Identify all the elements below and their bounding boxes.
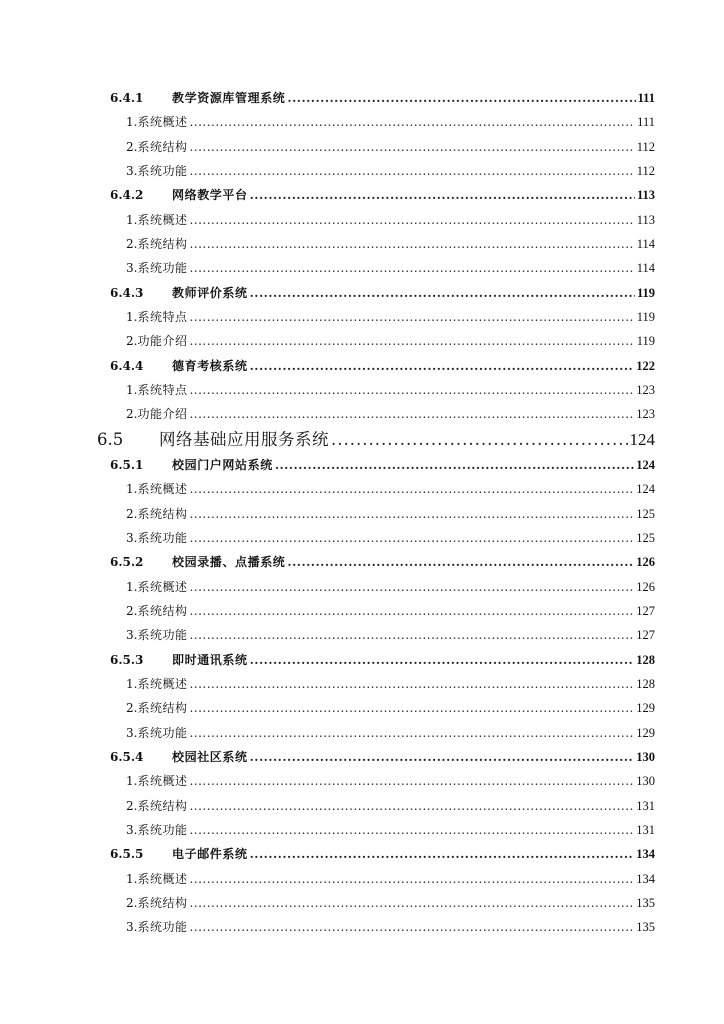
- toc-entry-number: 1.: [126, 676, 138, 691]
- toc-entry-h3[interactable]: [0, 183, 724, 207]
- toc-entry-title: 校园社区系统: [172, 749, 248, 764]
- toc-entry-page-number: 113: [636, 188, 655, 203]
- toc-entry-h3[interactable]: [0, 354, 724, 378]
- toc-dot-leader: [189, 623, 634, 647]
- toc-entry-page-number: 125: [636, 530, 655, 545]
- toc-entry-h3[interactable]: [0, 745, 724, 769]
- toc-entry-h3[interactable]: [0, 550, 724, 574]
- toc-entry-number: 2.: [126, 798, 138, 813]
- toc-dot-leader: [250, 183, 635, 207]
- toc-entry-title: 校园门户网站系统: [172, 457, 273, 472]
- toc-entry-h4[interactable]: [0, 696, 724, 720]
- toc-entry-h2[interactable]: [0, 427, 724, 453]
- toc-entry-number: 1.: [126, 482, 138, 497]
- toc-entry-title: 系统概述: [137, 482, 188, 497]
- toc-entry-title: 系统结构: [137, 139, 188, 154]
- toc-dot-leader: [331, 427, 628, 453]
- toc-entry-h3[interactable]: [0, 86, 724, 110]
- toc-entry-title: 系统结构: [137, 798, 188, 813]
- toc-entry-title: 系统结构: [137, 506, 188, 521]
- toc-entry-h4[interactable]: [0, 915, 724, 939]
- toc-dot-leader: [189, 575, 634, 599]
- toc-entry-page-number: 111: [637, 115, 655, 130]
- toc-dot-leader: [189, 378, 634, 402]
- toc-dot-leader: [275, 453, 634, 477]
- toc-dot-leader: [189, 232, 634, 256]
- toc-entry-number: 3.: [126, 530, 138, 545]
- toc-entry-page-number: 112: [636, 139, 655, 154]
- toc-entry-title: 系统结构: [137, 896, 188, 910]
- toc-entry-title: 系统功能: [137, 920, 188, 935]
- toc-entry-title: 系统特点: [137, 383, 188, 398]
- toc-entry-title: 系统功能: [137, 261, 188, 276]
- toc-entry-h4[interactable]: [0, 135, 724, 159]
- toc-entry-number: 6.4.4: [110, 358, 144, 373]
- toc-dot-leader: [189, 329, 634, 353]
- toc-entry-title: 系统功能: [137, 530, 188, 545]
- toc-entry-page-number: 129: [636, 725, 655, 740]
- toc-dot-leader: [189, 599, 634, 623]
- toc-entry-title: 系统功能: [137, 822, 188, 837]
- toc-entry-page-number: 135: [636, 896, 655, 910]
- toc-entry-page-number: 130: [636, 774, 655, 789]
- toc-entry-title: 系统功能: [137, 628, 188, 643]
- toc-dot-leader: [189, 135, 634, 159]
- toc-entry-h3[interactable]: [0, 648, 724, 672]
- toc-entry-title: 网络基础应用服务系统: [159, 429, 329, 449]
- toc-entry-number: 2.: [126, 237, 138, 252]
- toc-entry-h4[interactable]: [0, 232, 724, 256]
- toc-dot-leader: [189, 159, 634, 183]
- toc-entry-page-number: 128: [636, 652, 655, 667]
- toc-entry-number: 2.: [126, 139, 138, 154]
- toc-entry-number: 2.: [126, 603, 138, 618]
- toc-dot-leader: [189, 891, 634, 915]
- toc-entry-number: 6.4.1: [110, 91, 144, 105]
- toc-entry-title: 网络教学平台: [172, 188, 248, 203]
- toc-entry-title: 教学资源库管理系统: [172, 91, 286, 105]
- toc-entry-h4[interactable]: [0, 502, 724, 526]
- toc-entry-number: 3.: [126, 725, 138, 740]
- toc-entry-number: 1.: [126, 579, 138, 594]
- toc-entry-page-number: 123: [636, 407, 655, 422]
- toc-entry-number: 1.: [126, 383, 138, 398]
- toc-entry-page-number: 130: [636, 749, 655, 764]
- toc-entry-h4[interactable]: [0, 794, 724, 818]
- toc-dot-leader: [250, 648, 635, 672]
- toc-dot-leader: [250, 745, 635, 769]
- toc-entry-number: 3.: [126, 261, 138, 276]
- toc-dot-leader: [189, 110, 635, 134]
- toc-entry-h4[interactable]: [0, 672, 724, 696]
- toc-entry-number: 3.: [126, 164, 138, 179]
- toc-dot-leader: [287, 86, 635, 110]
- toc-entry-title: 系统概述: [137, 212, 188, 227]
- toc-dot-leader: [250, 354, 635, 378]
- toc-entry-page-number: 131: [636, 798, 655, 813]
- toc-dot-leader: [189, 672, 634, 696]
- toc-entry-number: 3.: [126, 920, 138, 935]
- toc-entry-number: 2.: [126, 506, 138, 521]
- toc-entry-title: 系统功能: [137, 725, 188, 740]
- toc-entry-number: 1.: [126, 310, 138, 325]
- toc-entry-page-number: 122: [636, 358, 655, 373]
- toc-entry-page-number: 131: [636, 822, 655, 837]
- toc-dot-leader: [189, 477, 634, 501]
- toc-dot-leader: [189, 526, 634, 550]
- toc-entry-title: 系统概述: [137, 579, 188, 594]
- toc-dot-leader: [189, 915, 634, 939]
- toc-entry-page-number: 134: [636, 871, 655, 886]
- toc-entry-h4[interactable]: [0, 378, 724, 402]
- toc-entry-page-number: 113: [636, 212, 655, 227]
- toc-entry-page-number: 124: [636, 457, 655, 472]
- toc-dot-leader: [189, 256, 634, 280]
- toc-entry-title: 系统概述: [137, 871, 188, 886]
- toc-entry-number: 2.: [126, 334, 138, 349]
- toc-dot-leader: [250, 842, 635, 866]
- toc-entry-page-number: 134: [636, 847, 655, 862]
- toc-entry-h4[interactable]: [0, 867, 724, 891]
- toc-dot-leader: [189, 502, 634, 526]
- toc-dot-leader: [250, 281, 635, 305]
- toc-entry-h3[interactable]: [0, 281, 724, 305]
- toc-entry-number: 3.: [126, 822, 138, 837]
- toc-entry-number: 1.: [126, 774, 138, 789]
- toc-dot-leader: [189, 721, 634, 745]
- toc-entry-page-number: 126: [636, 555, 655, 570]
- toc-entry-page-number: 111: [637, 91, 655, 105]
- toc-entry-page-number: 127: [636, 628, 655, 643]
- toc-entry-title: 系统概述: [137, 774, 188, 789]
- toc-entry-title: 功能介绍: [137, 407, 188, 422]
- toc-dot-leader: [189, 867, 634, 891]
- toc-entry-h4[interactable]: [0, 575, 724, 599]
- toc-entry-title: 系统特点: [137, 310, 188, 325]
- table-of-contents: [0, 86, 724, 940]
- toc-entry-number: 2.: [126, 701, 138, 716]
- toc-entry-h4[interactable]: [0, 159, 724, 183]
- toc-entry-page-number: 124: [636, 482, 655, 497]
- toc-dot-leader: [189, 402, 634, 426]
- toc-entry-number: 6.4.3: [110, 285, 144, 300]
- toc-entry-title: 系统概述: [137, 115, 188, 130]
- toc-entry-number: 6.5.2: [110, 555, 144, 570]
- toc-dot-leader: [189, 696, 634, 720]
- toc-entry-title: 系统结构: [137, 701, 188, 716]
- toc-entry-page-number: 114: [636, 261, 655, 276]
- toc-entry-number: 6.5.4: [110, 749, 144, 764]
- toc-entry-number: 3.: [126, 628, 138, 643]
- toc-dot-leader: [189, 305, 634, 329]
- toc-entry-number: 6.5: [97, 429, 124, 449]
- toc-entry-number: 1.: [126, 871, 138, 886]
- toc-entry-page-number: 114: [636, 237, 655, 252]
- toc-entry-h3[interactable]: [0, 453, 724, 477]
- toc-entry-h4[interactable]: [0, 110, 724, 134]
- toc-entry-title: 教师评价系统: [172, 285, 248, 300]
- toc-entry-h4[interactable]: [0, 208, 724, 232]
- toc-entry-page-number: 119: [636, 310, 655, 325]
- toc-entry-number: 2.: [126, 407, 138, 422]
- toc-entry-h4[interactable]: [0, 891, 724, 915]
- toc-entry-number: 2.: [126, 896, 138, 910]
- toc-entry-page-number: 112: [636, 164, 655, 179]
- toc-entry-h4[interactable]: [0, 623, 724, 647]
- toc-entry-page-number: 125: [636, 506, 655, 521]
- toc-entry-page-number: 129: [636, 701, 655, 716]
- toc-entry-page-number: 127: [636, 603, 655, 618]
- toc-entry-title: 功能介绍: [137, 334, 188, 349]
- toc-dot-leader: [189, 818, 634, 842]
- toc-entry-page-number: 123: [636, 383, 655, 398]
- toc-dot-leader: [189, 208, 634, 232]
- toc-entry-page-number: 128: [636, 676, 655, 691]
- toc-entry-h4[interactable]: [0, 526, 724, 550]
- toc-entry-title: 德育考核系统: [172, 358, 248, 373]
- toc-entry-h4[interactable]: [0, 477, 724, 501]
- toc-entry-number: 6.5.3: [110, 652, 144, 667]
- toc-entry-title: 系统结构: [137, 237, 188, 252]
- toc-entry-h4[interactable]: [0, 818, 724, 842]
- toc-entry-page-number: 124: [629, 429, 655, 449]
- toc-entry-number: 1.: [126, 212, 138, 227]
- toc-entry-h4[interactable]: [0, 769, 724, 793]
- toc-dot-leader: [189, 769, 634, 793]
- toc-entry-h4[interactable]: [0, 599, 724, 623]
- toc-entry-number: 6.5.5: [110, 847, 144, 862]
- toc-entry-h3[interactable]: [0, 842, 724, 866]
- toc-entry-title: 校园录播、点播系统: [172, 555, 286, 570]
- toc-dot-leader: [287, 550, 634, 574]
- toc-entry-page-number: 135: [636, 920, 655, 935]
- toc-entry-page-number: 126: [636, 579, 655, 594]
- toc-entry-title: 即时通讯系统: [172, 652, 248, 667]
- toc-entry-h4[interactable]: [0, 305, 724, 329]
- toc-entry-number: 6.4.2: [110, 188, 144, 203]
- toc-dot-leader: [189, 794, 634, 818]
- toc-entry-h4[interactable]: [0, 256, 724, 280]
- toc-entry-page-number: 119: [636, 285, 655, 300]
- toc-entry-title: 系统结构: [137, 603, 188, 618]
- toc-entry-page-number: 119: [636, 334, 655, 349]
- toc-entry-title: 系统功能: [137, 164, 188, 179]
- toc-entry-h4[interactable]: [0, 329, 724, 353]
- toc-entry-title: 系统概述: [137, 676, 188, 691]
- toc-entry-h4[interactable]: [0, 402, 724, 426]
- toc-entry-number: 1.: [126, 115, 138, 130]
- toc-entry-title: 电子邮件系统: [172, 847, 248, 862]
- toc-entry-h4[interactable]: [0, 721, 724, 745]
- toc-entry-number: 6.5.1: [110, 457, 144, 472]
